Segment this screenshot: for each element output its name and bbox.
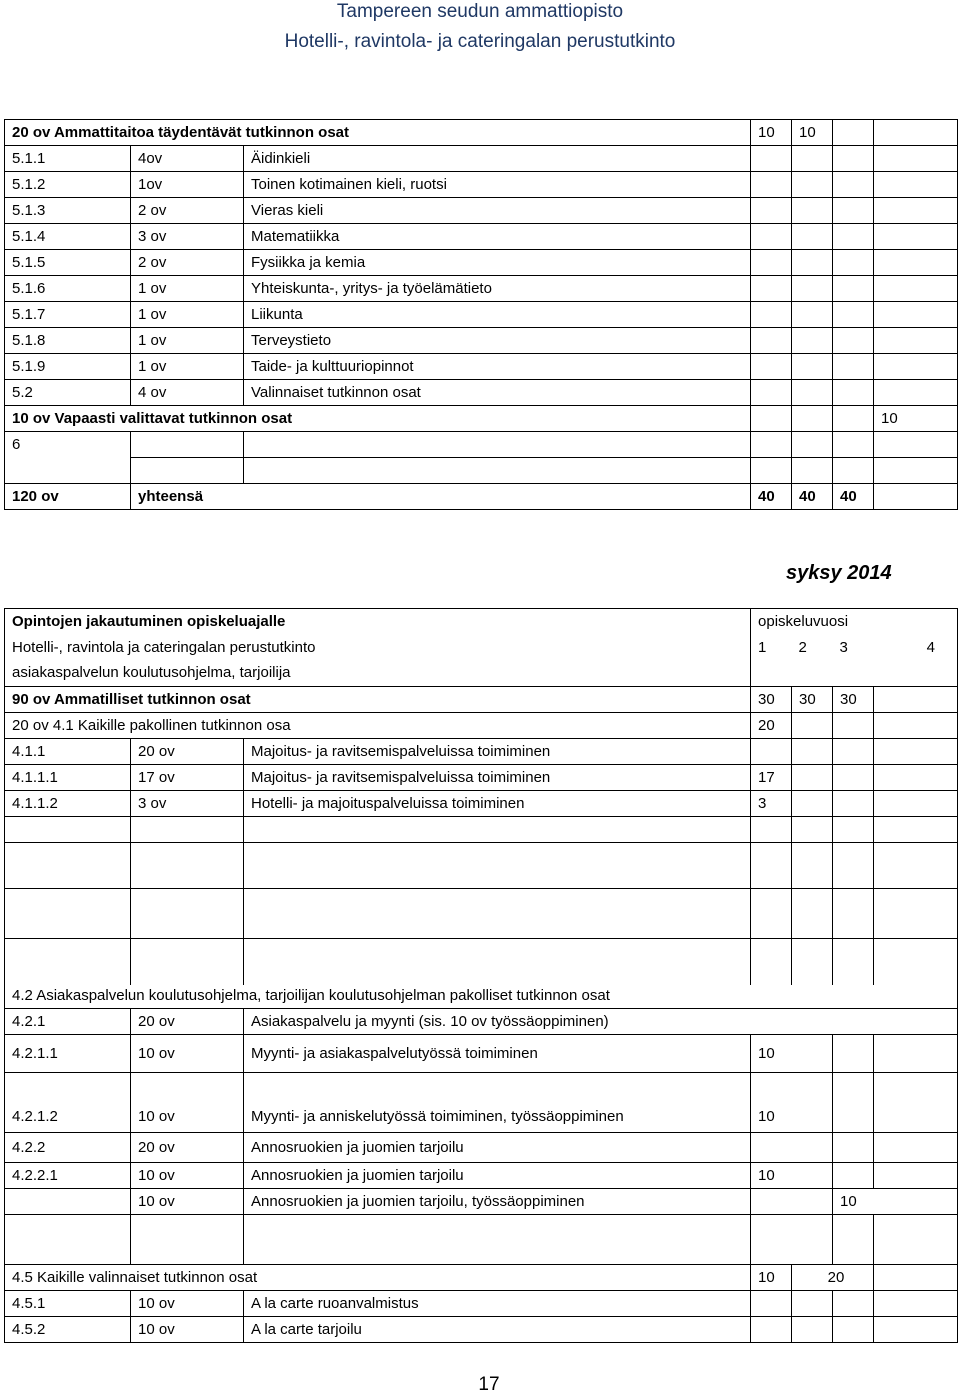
module-credits: 4 ov bbox=[131, 380, 244, 406]
table-row bbox=[5, 224, 958, 250]
table-row bbox=[5, 406, 958, 432]
page-number: 17 bbox=[478, 1374, 500, 1395]
module-credits: 20 ov bbox=[131, 1133, 244, 1163]
module-credits: 10 ov bbox=[131, 1317, 244, 1343]
table-row bbox=[5, 765, 958, 791]
table-row bbox=[5, 1035, 958, 1073]
year-value: 40 bbox=[833, 484, 874, 510]
module-code: 4.5.1 bbox=[5, 1291, 131, 1317]
module-code: 4.2.1.1 bbox=[5, 1035, 131, 1073]
table-row bbox=[5, 328, 958, 354]
year-number: 4 bbox=[874, 635, 958, 661]
table-row bbox=[5, 1073, 958, 1103]
year-value: 10 bbox=[751, 1163, 833, 1189]
module-credits: 1 ov bbox=[131, 302, 244, 328]
module-code: 4.2.2 bbox=[5, 1133, 131, 1163]
table-row bbox=[5, 661, 958, 687]
section-title: 4.5 Kaikille valinnaiset tutkinnon osat bbox=[5, 1265, 751, 1291]
table-row bbox=[5, 432, 958, 458]
module-name: A la carte tarjoilu bbox=[244, 1317, 751, 1343]
distribution-heading: Opintojen jakautuminen opiskeluajalle bbox=[5, 609, 751, 635]
year-value: 10 bbox=[751, 1035, 833, 1073]
table-row bbox=[5, 1189, 958, 1215]
table-row bbox=[5, 458, 958, 484]
module-name: Liikunta bbox=[244, 302, 751, 328]
table-row bbox=[5, 484, 958, 510]
module-code: 5.2 bbox=[5, 380, 131, 406]
module-name: Annosruokien ja juomien tarjoilu, työssäoppiminen bbox=[244, 1189, 751, 1215]
module-name: Majoitus- ja ravitsemispalveluissa toimiminen bbox=[244, 739, 751, 765]
module-code: 4.2.1 bbox=[5, 1009, 131, 1035]
year-value: 10 bbox=[874, 406, 958, 432]
table-row bbox=[5, 198, 958, 224]
module-code: 4.1.1 bbox=[5, 739, 131, 765]
module-code: 4.1.1.2 bbox=[5, 791, 131, 817]
module-credits: 20 ov bbox=[131, 1009, 244, 1035]
module-code: 5.1.2 bbox=[5, 172, 131, 198]
header-degree: Hotelli-, ravintola- ja cateringalan perustutkinto bbox=[284, 31, 676, 52]
section-title: 20 ov Ammattitaitoa täydentävät tutkinnon osat bbox=[5, 120, 751, 146]
year-value: 10 bbox=[833, 1189, 958, 1215]
module-credits: 2 ov bbox=[131, 198, 244, 224]
study-modules-table bbox=[4, 119, 958, 510]
year-value: 3 bbox=[751, 791, 792, 817]
table-row bbox=[5, 1163, 958, 1189]
year-value: 10 bbox=[751, 1265, 792, 1291]
module-credits: 10 ov bbox=[131, 1291, 244, 1317]
section-credits: 20 ov bbox=[12, 716, 49, 734]
table-row bbox=[5, 985, 958, 1009]
module-name: Myynti- ja asiakaspalvelutyössä toimiminen bbox=[244, 1035, 751, 1073]
table-row bbox=[5, 1317, 958, 1343]
program-name: asiakaspalvelun koulutusohjelma, tarjoilija bbox=[5, 661, 751, 687]
table-row bbox=[5, 250, 958, 276]
module-credits: 3 ov bbox=[131, 224, 244, 250]
module-credits: 20 ov bbox=[131, 739, 244, 765]
year-value: 30 bbox=[833, 687, 874, 713]
table-row bbox=[5, 172, 958, 198]
module-code: 5.1.8 bbox=[5, 328, 131, 354]
module-credits: 1ov bbox=[131, 172, 244, 198]
year-value: 30 bbox=[792, 687, 833, 713]
table-row bbox=[5, 817, 958, 843]
module-credits: 2 ov bbox=[131, 250, 244, 276]
year-value: 10 bbox=[792, 120, 833, 146]
table-row bbox=[5, 687, 958, 713]
module-name: Annosruokien ja juomien tarjoilu bbox=[244, 1163, 751, 1189]
year-value: 10 bbox=[751, 120, 792, 146]
table-row bbox=[5, 713, 958, 739]
table-row bbox=[5, 791, 958, 817]
year-value: 20 bbox=[751, 713, 792, 739]
module-credits: 10 ov bbox=[131, 1163, 244, 1189]
year-value: 17 bbox=[751, 765, 792, 791]
total-label: yhteensä bbox=[131, 484, 751, 510]
section-title bbox=[5, 713, 751, 739]
module-name: Vieras kieli bbox=[244, 198, 751, 224]
module-code: 5.1.4 bbox=[5, 224, 131, 250]
module-name: Hotelli- ja majoituspalveluissa toimiminen bbox=[244, 791, 751, 817]
module-credits: 10 ov bbox=[131, 1035, 244, 1073]
module-name: A la carte ruoanvalmistus bbox=[244, 1291, 751, 1317]
module-name: Asiakaspalvelu ja myynti (sis. 10 ov työssäoppiminen) bbox=[244, 1009, 958, 1035]
row-label: 6 bbox=[5, 432, 131, 458]
year-value: 20 bbox=[792, 1265, 874, 1291]
table-row bbox=[5, 354, 958, 380]
module-name: Matematiikka bbox=[244, 224, 751, 250]
study-distribution-table bbox=[4, 608, 958, 1343]
module-credits: 1 ov bbox=[131, 276, 244, 302]
table-row bbox=[5, 635, 958, 661]
module-name: Majoitus- ja ravitsemispalveluissa toimiminen bbox=[244, 765, 751, 791]
module-name: Äidinkieli bbox=[244, 146, 751, 172]
module-code: 4.2.1.2 bbox=[5, 1103, 131, 1133]
module-name: Myynti- ja anniskelutyössä toimiminen, työssäoppiminen bbox=[244, 1103, 751, 1133]
table-row bbox=[5, 1265, 958, 1291]
table-row bbox=[5, 1009, 958, 1035]
module-credits: 10 ov bbox=[131, 1103, 244, 1133]
module-code: 5.1.3 bbox=[5, 198, 131, 224]
table-row bbox=[5, 302, 958, 328]
table-row bbox=[5, 146, 958, 172]
section-title: 90 ov Ammatilliset tutkinnon osat bbox=[5, 687, 751, 713]
module-name: Taide- ja kulttuuriopinnot bbox=[244, 354, 751, 380]
year-number: 1 bbox=[751, 635, 792, 661]
section-title: 4.2 Asiakaspalvelun koulutusohjelma, tarjoilijan koulutusohjelman pakolliset tutkinnon osat bbox=[5, 985, 958, 1009]
header-school: Tampereen seudun ammattiopisto bbox=[336, 1, 624, 22]
table-row bbox=[5, 1215, 958, 1265]
module-code bbox=[5, 1189, 131, 1215]
module-code: 4.2.2.1 bbox=[5, 1163, 131, 1189]
table-row bbox=[5, 609, 958, 635]
year-value: 40 bbox=[792, 484, 833, 510]
table-row bbox=[5, 276, 958, 302]
module-credits: 1 ov bbox=[131, 354, 244, 380]
module-name: Fysiikka ja kemia bbox=[244, 250, 751, 276]
module-code: 5.1.1 bbox=[5, 146, 131, 172]
module-code: 5.1.6 bbox=[5, 276, 131, 302]
module-code: 5.1.7 bbox=[5, 302, 131, 328]
module-name: Yhteiskunta-, yritys- ja työelämätieto bbox=[244, 276, 751, 302]
table-row bbox=[5, 1133, 958, 1163]
section-label: 4.1 Kaikille pakollinen tutkinnon osa bbox=[52, 716, 291, 734]
term-label: syksy 2014 bbox=[786, 562, 892, 584]
module-credits: 3 ov bbox=[131, 791, 244, 817]
module-code: 5.1.5 bbox=[5, 250, 131, 276]
year-number: 2 bbox=[798, 638, 807, 656]
module-credits: 10 ov bbox=[131, 1189, 244, 1215]
module-credits: 4ov bbox=[131, 146, 244, 172]
module-name: Annosruokien ja juomien tarjoilu bbox=[244, 1133, 751, 1163]
module-code: 4.5.2 bbox=[5, 1317, 131, 1343]
module-code: 4.1.1.1 bbox=[5, 765, 131, 791]
module-name: Valinnaiset tutkinnon osat bbox=[244, 380, 751, 406]
table-row bbox=[5, 120, 958, 146]
module-name: Toinen kotimainen kieli, ruotsi bbox=[244, 172, 751, 198]
degree-name: Hotelli-, ravintola ja cateringalan perustutkinto bbox=[5, 635, 751, 661]
table-row bbox=[5, 843, 958, 889]
year-number: 3 bbox=[839, 638, 848, 656]
module-code: 5.1.9 bbox=[5, 354, 131, 380]
table-row bbox=[5, 380, 958, 406]
section-title: 10 ov Vapaasti valittavat tutkinnon osat bbox=[5, 406, 751, 432]
year-value: 10 bbox=[751, 1103, 833, 1133]
table-row bbox=[5, 1103, 958, 1133]
total-credits: 120 ov bbox=[5, 484, 131, 510]
year-value: 40 bbox=[751, 484, 792, 510]
table-row bbox=[5, 1291, 958, 1317]
table-row bbox=[5, 889, 958, 939]
table-row bbox=[5, 739, 958, 765]
module-name: Terveystieto bbox=[244, 328, 751, 354]
module-credits: 17 ov bbox=[131, 765, 244, 791]
module-credits: 1 ov bbox=[131, 328, 244, 354]
study-year-label: opiskeluvuosi bbox=[751, 609, 958, 635]
year-value: 30 bbox=[751, 687, 792, 713]
table-row bbox=[5, 939, 958, 985]
